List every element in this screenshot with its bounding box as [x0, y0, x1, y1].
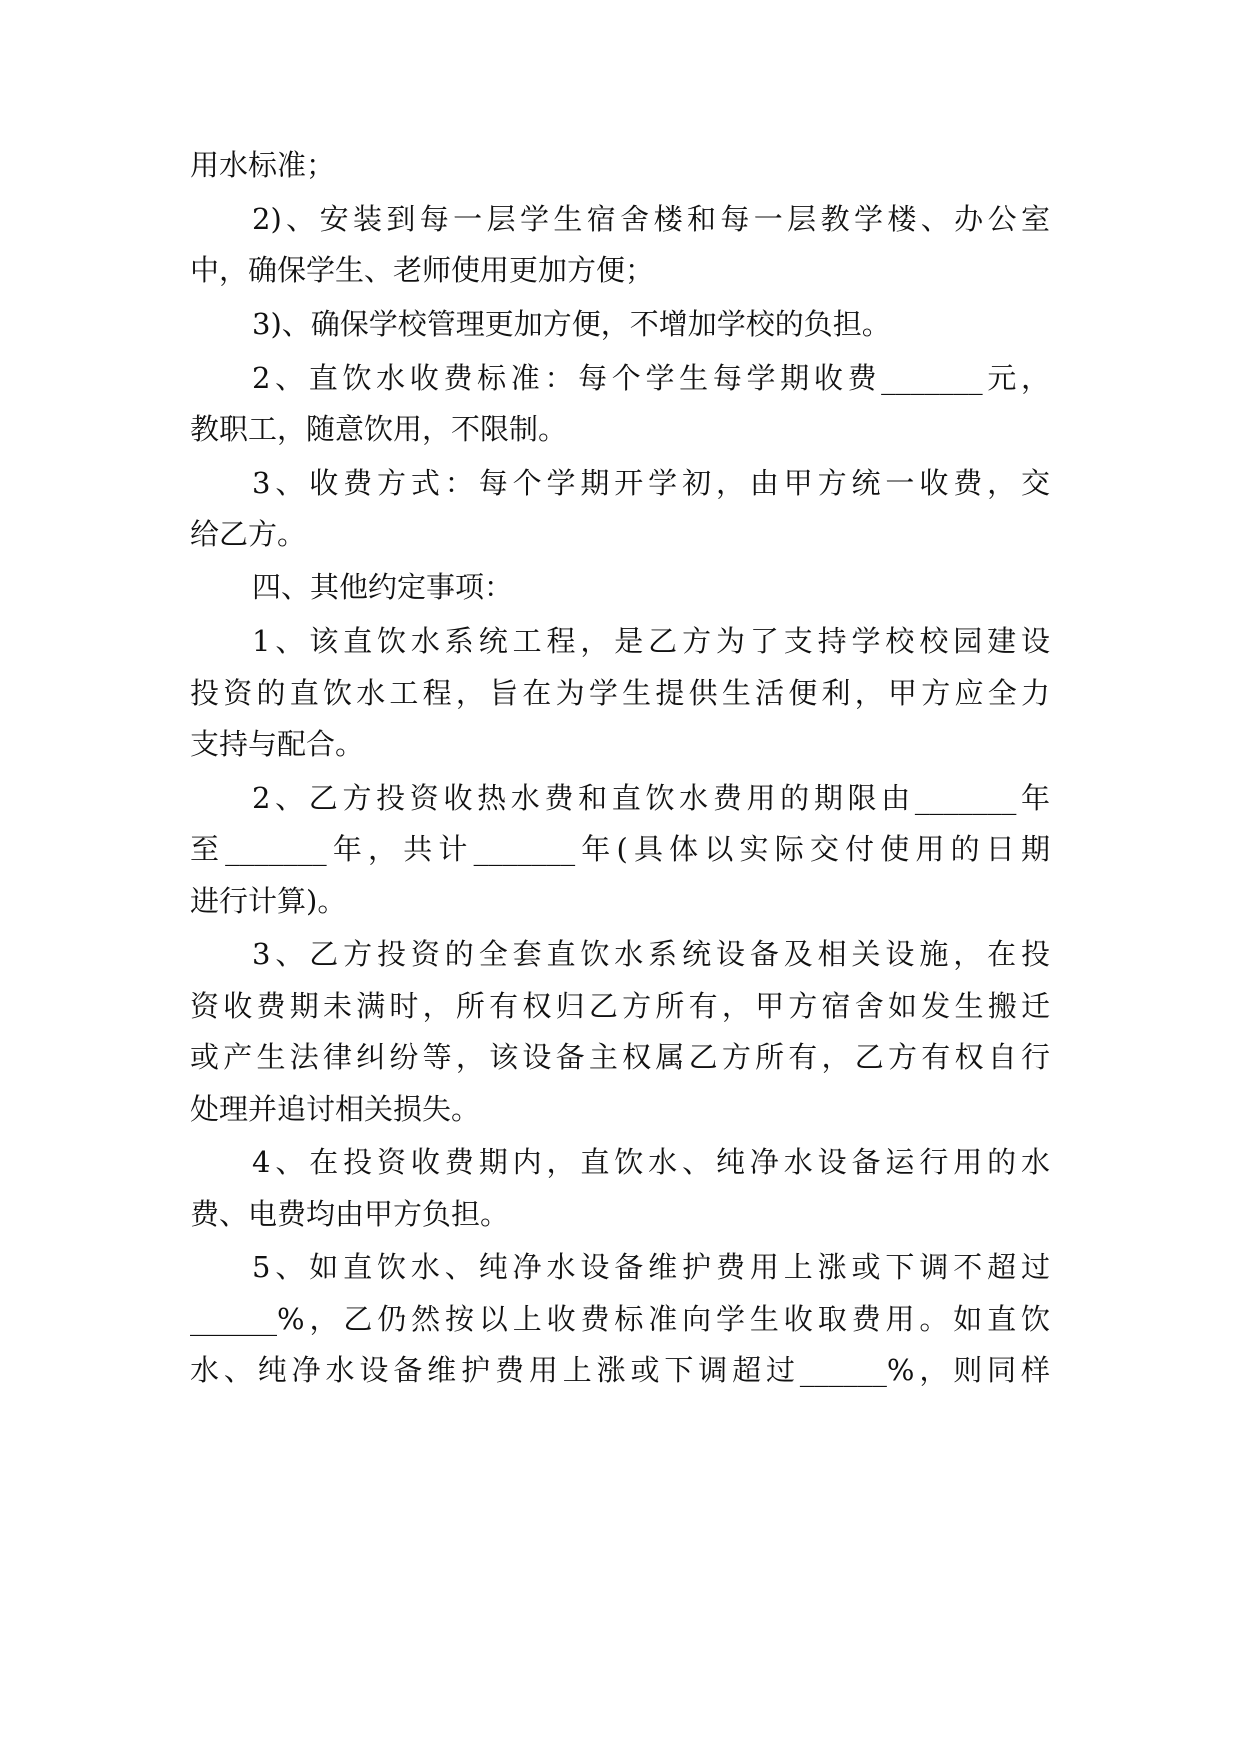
text-line: 用水标准； — [190, 148, 336, 182]
text-line: 3、乙方投资的全套直饮水系统设备及相关设施，在投 — [252, 937, 1050, 971]
text-line: 水、纯净水设备维护费用上涨或下调超过______%，则同样 — [190, 1353, 1050, 1387]
text-line: 教职工，随意饮用，不限制。 — [190, 412, 568, 446]
text-line: 资收费期未满时，所有权归乙方所有，甲方宿舍如发生搬迁 — [190, 989, 1050, 1023]
text-line: 2、直饮水收费标准：每个学生每学期收费_______元， — [252, 361, 1050, 395]
text-line: 5、如直饮水、纯净水设备维护费用上涨或下调不超过 — [252, 1250, 1050, 1284]
section-heading: 四、其他约定事项： — [252, 570, 514, 604]
text-line: ______%，乙仍然按以上收费标准向学生收取费用。如直饮 — [190, 1302, 1050, 1336]
text-line: 2、乙方投资收热水费和直饮水费用的期限由_______年 — [252, 781, 1050, 815]
text-line: 4、在投资收费期内，直饮水、纯净水设备运行用的水 — [252, 1145, 1050, 1179]
text-line: 1、该直饮水系统工程，是乙方为了支持学校校园建设 — [252, 624, 1050, 658]
text-line: 3、收费方式：每个学期开学初，由甲方统一收费，交 — [252, 466, 1050, 500]
text-line: 处理并追讨相关损失。 — [190, 1092, 481, 1126]
text-line: 2)、安装到每一层学生宿舍楼和每一层教学楼、办公室 — [252, 202, 1050, 236]
text-line: 至_______年，共计_______年(具体以实际交付使用的日期 — [190, 832, 1050, 866]
text-line: 中，确保学生、老师使用更加方便； — [190, 253, 655, 287]
text-line: 3)、确保学校管理更加方便，不增加学校的负担。 — [252, 307, 891, 341]
text-line: 进行计算)。 — [190, 884, 347, 918]
text-line: 费、电费均由甲方负担。 — [190, 1197, 510, 1231]
text-line: 或产生法律纠纷等，该设备主权属乙方所有，乙方有权自行 — [190, 1040, 1050, 1074]
text-line: 投资的直饮水工程，旨在为学生提供生活便利，甲方应全力 — [190, 676, 1050, 710]
text-line: 给乙方。 — [190, 517, 307, 551]
text-line: 支持与配合。 — [190, 727, 365, 761]
